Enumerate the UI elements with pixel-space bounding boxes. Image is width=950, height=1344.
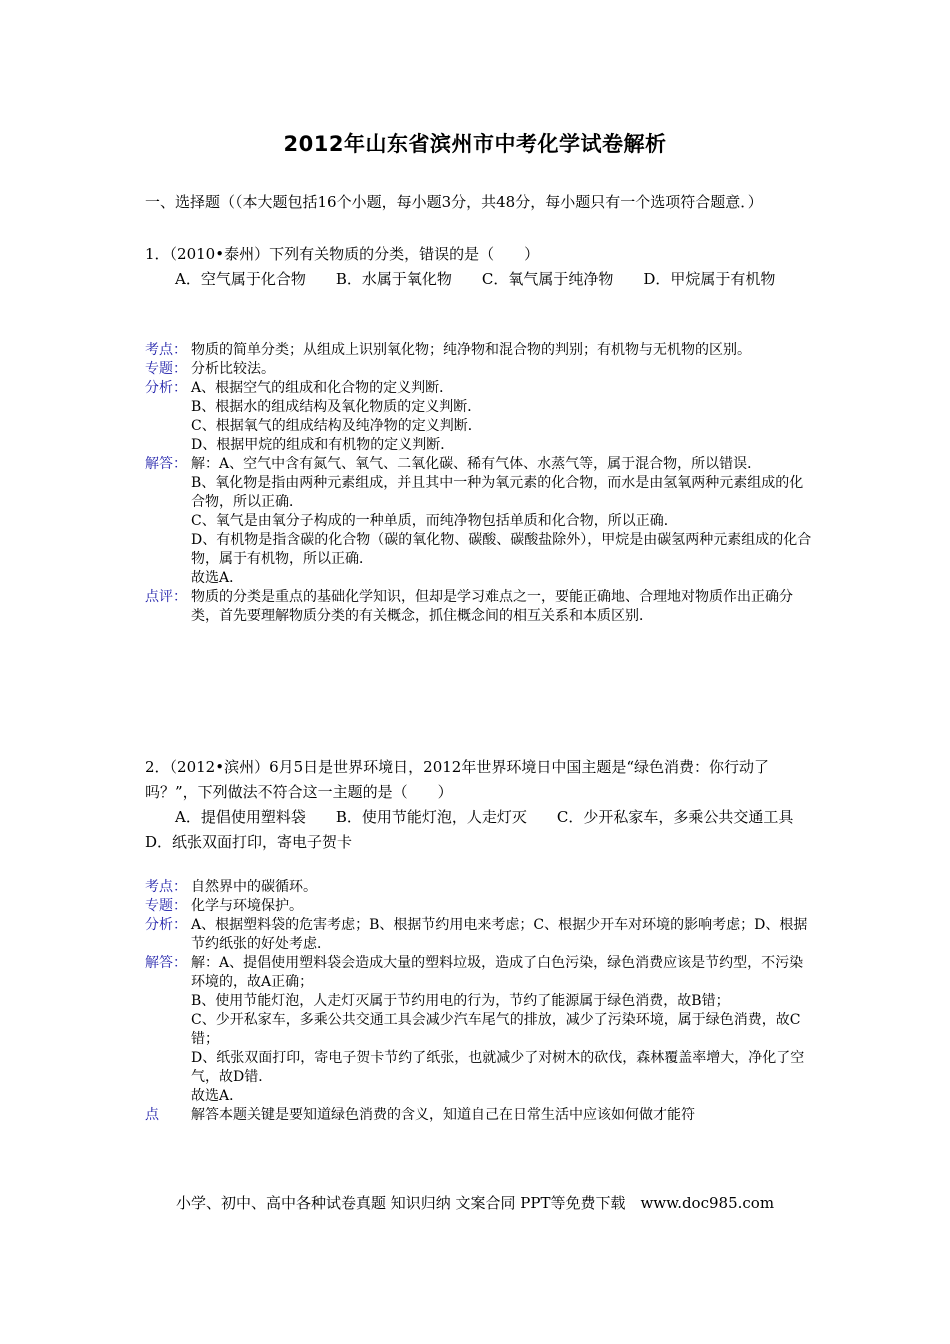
q2-zhuanti-row <box>145 897 815 916</box>
fenxi-label: 分析： <box>145 917 187 933</box>
question-1-analysis <box>145 341 815 626</box>
jieda-label: 解答： <box>145 955 187 971</box>
q1-kaodian-text: 物质的简单分类；从组成上识别氧化物；纯净物和混合物的判别；有机物与无机物的区别。 <box>191 342 751 358</box>
q1-zhuanti-row <box>145 360 815 379</box>
q1-fenxi-line: D、根据甲烷的组成和有机物的定义判断． <box>191 437 455 453</box>
section-heading: 一、选择题（（本大题包括16个小题，每小题3分，共48分，每小题只有一个选项符合题意．） <box>145 193 763 211</box>
document-title: 2012年山东省滨州市中考化学试卷解析 <box>283 132 667 156</box>
q1-jieda-text <box>191 455 815 588</box>
q2-fenxi-text: A、根据塑料袋的危害考虑；B、根据节约用电来考虑；C、根据少开车对环境的影响考虑；D、根据节约纸张的好处考虑． <box>191 917 808 952</box>
q2-dianping-row <box>145 1106 815 1125</box>
q2-fenxi-row <box>145 916 815 954</box>
q1-jieda-line: 故选A． <box>191 570 244 586</box>
q1-fenxi-text <box>191 379 815 455</box>
question-1-options: A．空气属于化合物 B．水属于氧化物 C．氧气属于纯净物 D．甲烷属于有机物 <box>145 270 776 288</box>
q1-jieda-line: D、有机物是指含碳的化合物（碳的氧化物、碳酸、碳酸盐除外），甲烷是由碳氢两种元素组成的化合物，属于有机物，所以正确． <box>191 532 812 567</box>
question-2-stem: 2．（2012•滨州）6月5日是世界环境日，2012年世界环境日中国主题是“绿色消费：你行动了吗？”，下列做法不符合这一主题的是（ ） <box>145 758 769 801</box>
q1-kaodian-row <box>145 341 815 360</box>
kaodian-label: 考点： <box>145 879 187 895</box>
q2-kaodian-text: 自然界中的碳循环。 <box>191 879 317 895</box>
dianping-label: 点评： <box>145 589 187 605</box>
q2-jieda-line: C、少开私家车，多乘公共交通工具会减少汽车尾气的排放，减少了污染环境，属于绿色消费，故C错； <box>191 1012 801 1047</box>
q1-fenxi-line: A、根据空气的组成和化合物的定义判断． <box>191 380 454 396</box>
q1-fenxi-line: B、根据水的组成结构及氧化物质的定义判断． <box>191 399 482 415</box>
q1-dianping-row <box>145 588 815 626</box>
q2-jieda-line: B、使用节能灯泡，人走灯灭属于节约用电的行为，节约了能源属于绿色消费，故B错； <box>191 993 730 1009</box>
q1-fenxi-row <box>145 379 815 455</box>
question-1-stem: 1．（2010•泰州）下列有关物质的分类，错误的是（ ） <box>145 245 540 263</box>
q1-fenxi-line: C、根据氧气的组成结构及纯净物的定义判断． <box>191 418 482 434</box>
q2-jieda-line: 解：A、提倡使用塑料袋会造成大量的塑料垃圾，造成了白色污染，绿色消费应该是节约型，不污染环境的，故A正确； <box>191 955 804 990</box>
zhuanti-label: 专题： <box>145 898 187 914</box>
q1-dianping-text: 物质的分类是重点的基础化学知识，但却是学习难点之一，要能正确地、合理地对物质作出正确分类，首先要理解物质分类的有关概念，抓住概念间的相互关系和本质区别． <box>191 589 793 624</box>
page-footer: 小学、初中、高中各种试卷真题 知识归纳 文案合同 PPT等免费下载 www.doc985.com <box>175 1194 775 1212</box>
fenxi-label: 分析： <box>145 380 187 396</box>
q2-jieda-line: D、纸张双面打印，寄电子贺卡节约了纸张，也就减少了对树木的砍伐，森林覆盖率增大，净化了空气，故D错． <box>191 1050 805 1085</box>
q2-kaodian-row <box>145 878 815 897</box>
q2-dianping-text: 解答本题关键是要知道绿色消费的含义，知道自己在日常生活中应该如何做才能符 <box>191 1107 695 1123</box>
q2-zhuanti-text: 化学与环境保护。 <box>191 898 303 914</box>
jieda-label: 解答： <box>145 456 187 472</box>
zhuanti-label: 专题： <box>145 361 187 377</box>
question-2-analysis <box>145 878 815 1125</box>
q2-jieda-text <box>191 954 815 1106</box>
q1-jieda-line: C、氧气是由氧分子构成的一种单质，而纯净物包括单质和化合物，所以正确． <box>191 513 678 529</box>
dian-label: 点 <box>145 1107 159 1123</box>
q1-zhuanti-text: 分析比较法。 <box>191 361 275 377</box>
q2-jieda-row <box>145 954 815 1106</box>
kaodian-label: 考点： <box>145 342 187 358</box>
q2-jieda-line: 故选A． <box>191 1088 244 1104</box>
q1-jieda-row <box>145 455 815 588</box>
question-2-options: A．提倡使用塑料袋 B．使用节能灯泡，人走灯灭 C．少开私家车，多乘公共交通工具 D．纸张双面打印，寄电子贺卡 <box>145 808 824 851</box>
q1-jieda-line: 解：A、空气中含有氮气、氧气、二氧化碳、稀有气体、水蒸气等，属于混合物，所以错误． <box>191 456 762 472</box>
q1-jieda-line: B、氧化物是指由两种元素组成，并且其中一种为氧元素的化合物，而水是由氢氧两种元素组成的化合物，所以正确． <box>191 475 804 510</box>
